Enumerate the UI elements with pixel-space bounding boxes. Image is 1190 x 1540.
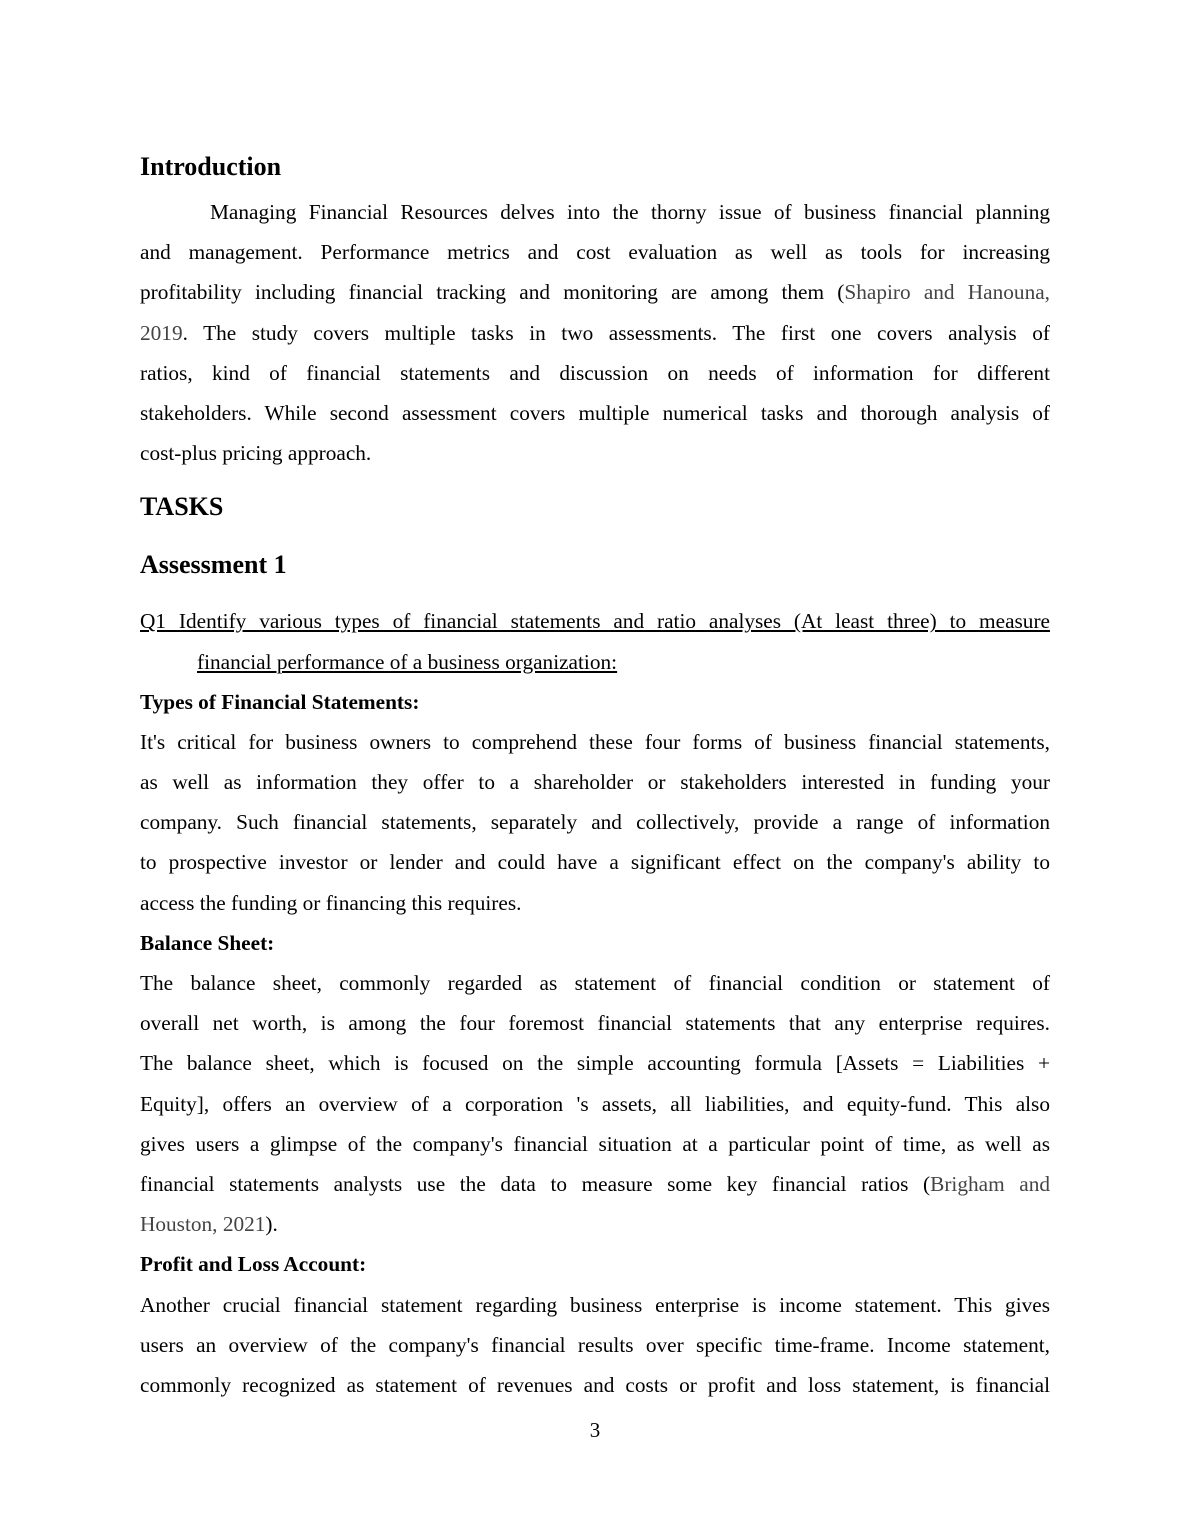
text-line: cost-plus pricing approach. [140,441,372,466]
text-segment: profitability including financial tracking and monitoring are among them ( [140,280,845,305]
question-text: financial performance of a business organization: [197,649,618,674]
question-line: Q1 Identify various types of financial statements and ratio analyses (At least three) to measure [140,609,1050,634]
types-heading: Types of Financial Statements: [140,689,420,714]
text-line: users an overview of the company's financial results over specific time-frame. Income statement, [140,1332,1050,1357]
assessment-heading: Assessment 1 [140,550,287,580]
types-paragraph [140,722,1050,923]
question-line [140,642,1050,682]
citation: Shapiro and Hanouna, [844,280,1050,305]
text-line: company. Such financial statements, separately and collectively, provide a range of information [140,810,1050,835]
text-segment: . The study covers multiple tasks in two assessments. The first one covers analysis of [182,320,1050,345]
text-line: stakeholders. While second assessment covers multiple numerical tasks and thorough analysis of [140,400,1050,425]
text-line: overall net worth, is among the four foremost financial statements that any enterprise requires. [140,1011,1050,1036]
citation: Brigham and [930,1171,1050,1196]
text-line [140,313,1050,353]
text-line: ratios, kind of financial statements and discussion on needs of information for different [140,360,1050,385]
text-line: and management. Performance metrics and cost evaluation as well as tools for increasing [140,240,1050,265]
text-line: as well as information they offer to a shareholder or stakeholders interested in funding your [140,770,1050,795]
text-line: Equity], offers an overview of a corporation 's assets, all liabilities, and equity-fund. This also [140,1091,1050,1116]
text-line [140,1204,1050,1244]
profit-loss-paragraph [140,1285,1050,1406]
profit-loss-heading: Profit and Loss Account: [140,1252,367,1277]
page-number: 3 [589,1418,601,1442]
text-line: access the funding or financing this requires. [140,890,522,915]
text-line: Managing Financial Resources delves into the thorny issue of business financial planning [210,200,1050,224]
text-segment: financial statements analysts use the data to measure some key financial ratios ( [140,1171,931,1196]
question-1 [140,601,1050,681]
introduction-heading: Introduction [140,152,282,181]
text-segment: ). [265,1212,278,1237]
text-line: The balance sheet, commonly regarded as statement of financial condition or statement of [140,971,1050,995]
tasks-heading: TASKS [140,492,224,522]
text-line: The balance sheet, which is focused on the simple accounting formula [Assets = Liabilities + [140,1051,1050,1076]
citation: Houston, 2021 [140,1212,266,1237]
text-line: Another crucial financial statement regarding business enterprise is income statement. This gives [140,1292,1050,1317]
text-line: to prospective investor or lender and could have a significant effect on the company's ability to [140,850,1050,875]
text-line: commonly recognized as statement of revenues and costs or profit and loss statement, is financial [140,1372,1050,1397]
introduction-paragraph [140,192,1050,473]
citation: 2019 [140,320,183,345]
balance-sheet-heading: Balance Sheet: [140,930,275,955]
text-line [140,1164,1050,1204]
text-line [140,272,1050,312]
text-line: It's critical for business owners to comprehend these four forms of business financial statements, [140,729,1050,754]
document-page [140,147,1050,1405]
balance-sheet-paragraph [140,963,1050,1244]
text-line: gives users a glimpse of the company's financial situation at a particular point of time, as well as [140,1131,1050,1156]
